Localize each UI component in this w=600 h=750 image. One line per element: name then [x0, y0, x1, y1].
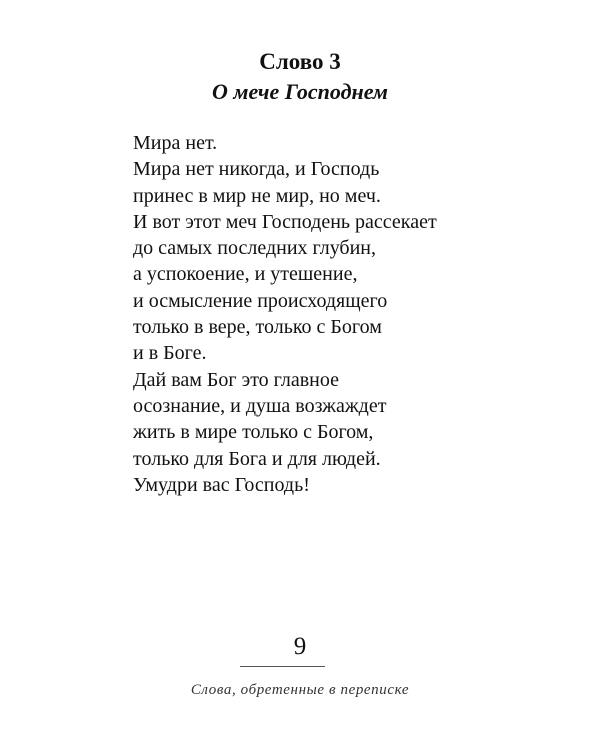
poem-line: Мира нет никогда, и Господь — [133, 158, 380, 181]
poem-line: Дай вам Бог это главное — [133, 368, 339, 391]
page-number: 9 — [293, 633, 307, 660]
running-footer: Слова, обретенные в переписке — [190, 682, 410, 698]
chapter-heading — [0, 48, 600, 106]
poem-line: только в вере, только с Богом — [133, 316, 382, 339]
poem-line: осознание, и душа возжаждет — [133, 394, 387, 417]
chapter-subtitle: О мече Господнем — [211, 79, 389, 104]
poem-line: жить в мире только с Богом, — [133, 421, 374, 444]
poem-line: Умудри вас Господь! — [133, 473, 310, 496]
poem-line: Мира нет. — [133, 132, 218, 154]
poem-line: а успокоение, и утешение, — [133, 263, 358, 286]
poem-line: только для Бога и для людей. — [133, 447, 381, 470]
poem-line: принес в мир не мир, но меч. — [133, 184, 381, 207]
footer-divider — [240, 666, 325, 667]
chapter-title: Слово 3 — [259, 49, 341, 74]
poem-body — [133, 130, 553, 498]
poem-line: И вот этот меч Господень рассекает — [133, 210, 437, 233]
poem-line: и в Боге. — [133, 342, 207, 365]
poem-line: и осмысление происходящего — [133, 289, 388, 312]
poem-line: до самых последних глубин, — [133, 237, 377, 260]
